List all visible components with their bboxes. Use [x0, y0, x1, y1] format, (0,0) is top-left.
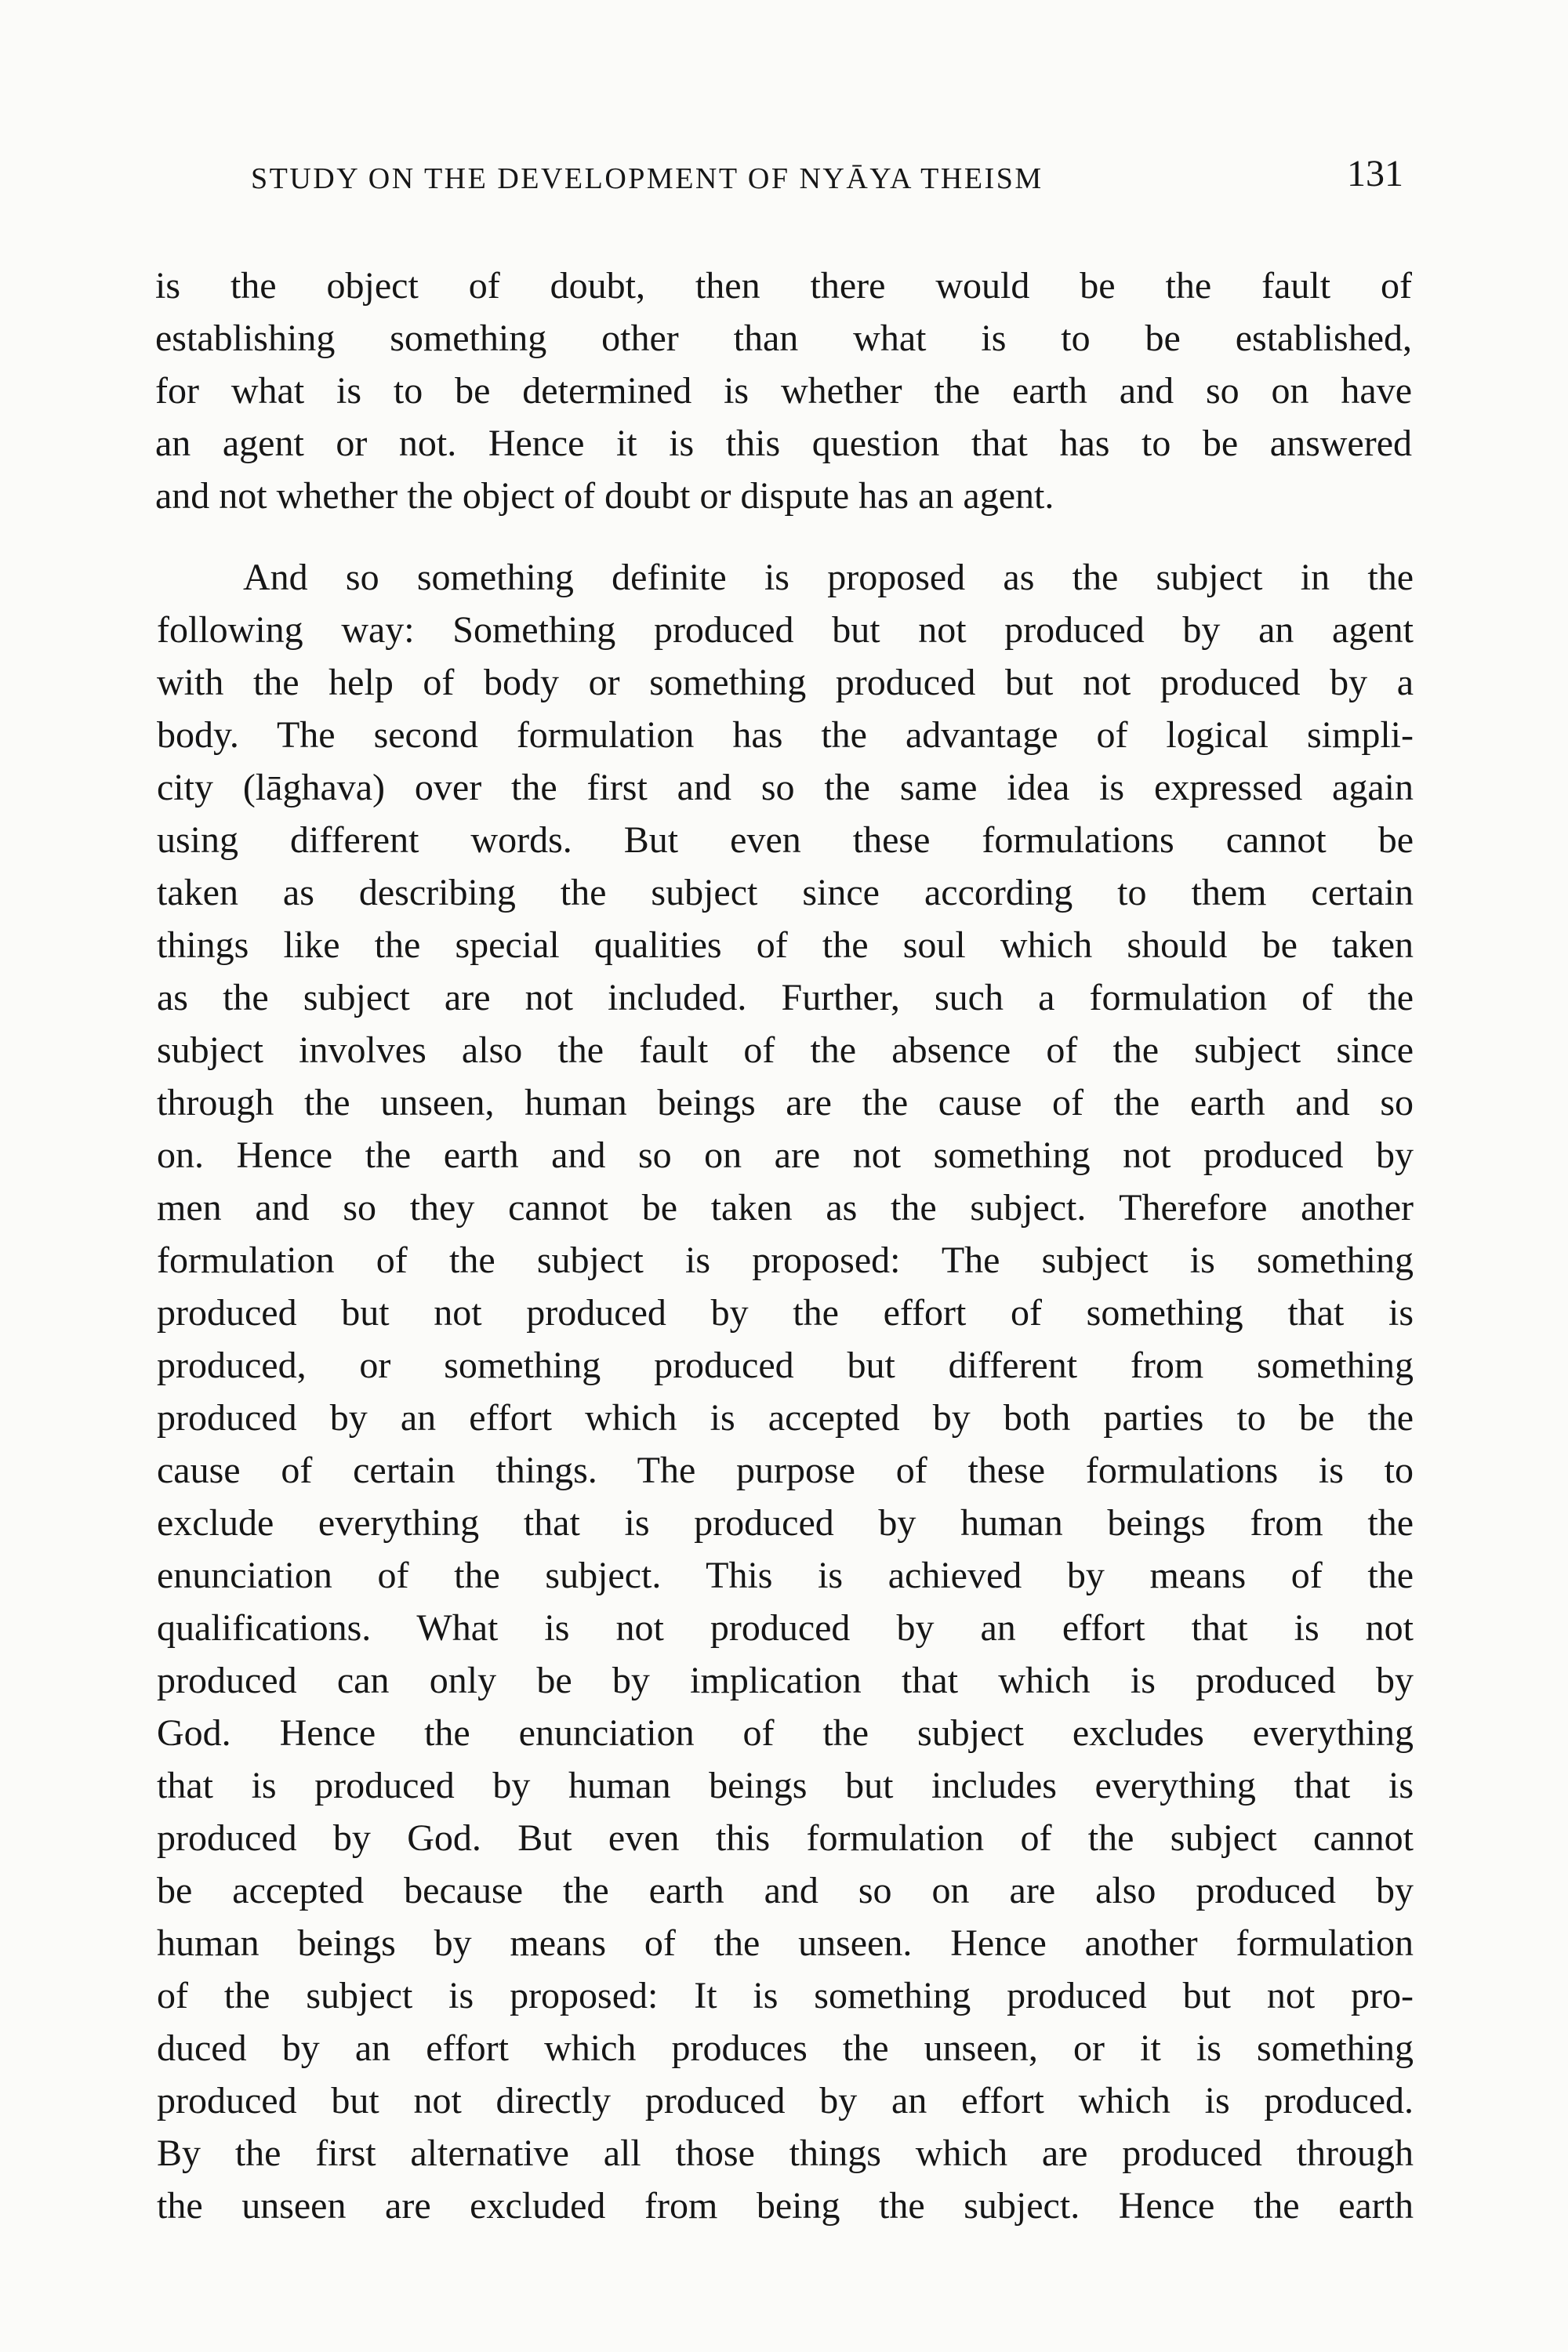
text-line: the unseen are excluded from being the subject. Hence the earth	[157, 2185, 1414, 2227]
text-line: produced but not directly produced by an effort which is produced.	[157, 2080, 1414, 2122]
text-line: qualifications. What is not produced by an effort that is not	[157, 1607, 1414, 1649]
text-line: be accepted because the earth and so on are also produced by	[157, 1870, 1414, 1911]
text-line: on. Hence the earth and so on are not something not produced by	[157, 1134, 1414, 1176]
text-line: body. The second formulation has the advantage of logical simpli-	[157, 714, 1414, 756]
text-line: men and so they cannot be taken as the subject. Therefore another	[157, 1187, 1414, 1229]
text-line: establishing something other than what is to be established,	[155, 318, 1412, 359]
text-line: human beings by means of the unseen. Hence another formulation	[157, 1922, 1414, 1964]
text-line: of the subject is proposed: It is something produced but not pro-	[157, 1975, 1414, 2016]
text-line: formulation of the subject is proposed: The subject is something	[157, 1240, 1414, 1281]
text-line: exclude everything that is produced by human beings from the	[157, 1502, 1414, 1544]
text-line: city (lāghava) over the first and so the same idea is expressed again	[157, 767, 1414, 808]
text-line: produced by an effort which is accepted by both parties to be the	[157, 1397, 1414, 1439]
text-line: and not whether the object of doubt or dispute has an agent.	[155, 475, 1054, 517]
text-line: God. Hence the enunciation of the subject excludes everything	[157, 1712, 1414, 1754]
text-line: And so something definite is proposed as the subject in the	[243, 557, 1414, 598]
text-line: By the first alternative all those things which are produced through	[157, 2132, 1414, 2174]
text-line: through the unseen, human beings are the cause of the earth and so	[157, 1082, 1414, 1123]
text-line: enunciation of the subject. This is achieved by means of the	[157, 1555, 1414, 1596]
text-line: things like the special qualities of the soul which should be taken	[157, 924, 1414, 966]
text-line: taken as describing the subject since according to them certain	[157, 872, 1414, 913]
text-line: an agent or not. Hence it is this question that has to be answered	[155, 423, 1412, 464]
running-head: STUDY ON THE DEVELOPMENT OF NYĀYA THEISM	[251, 162, 1044, 195]
text-line: cause of certain things. The purpose of these formulations is to	[157, 1450, 1414, 1491]
text-line: produced by God. But even this formulation of the subject cannot	[157, 1817, 1414, 1859]
text-line: for what is to be determined is whether the earth and so on have	[155, 370, 1412, 412]
text-line: produced but not produced by the effort of something that is	[157, 1292, 1414, 1334]
text-line: produced can only be by implication that which is produced by	[157, 1660, 1414, 1701]
text-line: duced by an effort which produces the unseen, or it is something	[157, 2027, 1414, 2069]
text-line: using different words. But even these formulations cannot be	[157, 819, 1414, 861]
text-line: as the subject are not included. Further, such a formulation of the	[157, 977, 1414, 1018]
text-line: is the object of doubt, then there would be the fault of	[155, 265, 1412, 307]
page-number: 131	[1347, 153, 1403, 194]
text-line: following way: Something produced but not produced by an agent	[157, 609, 1414, 651]
text-line: produced, or something produced but different from something	[157, 1345, 1414, 1386]
text-line: that is produced by human beings but includes everything that is	[157, 1765, 1414, 1806]
text-line: with the help of body or something produced but not produced by a	[157, 662, 1414, 703]
text-line: subject involves also the fault of the absence of the subject since	[157, 1029, 1414, 1071]
